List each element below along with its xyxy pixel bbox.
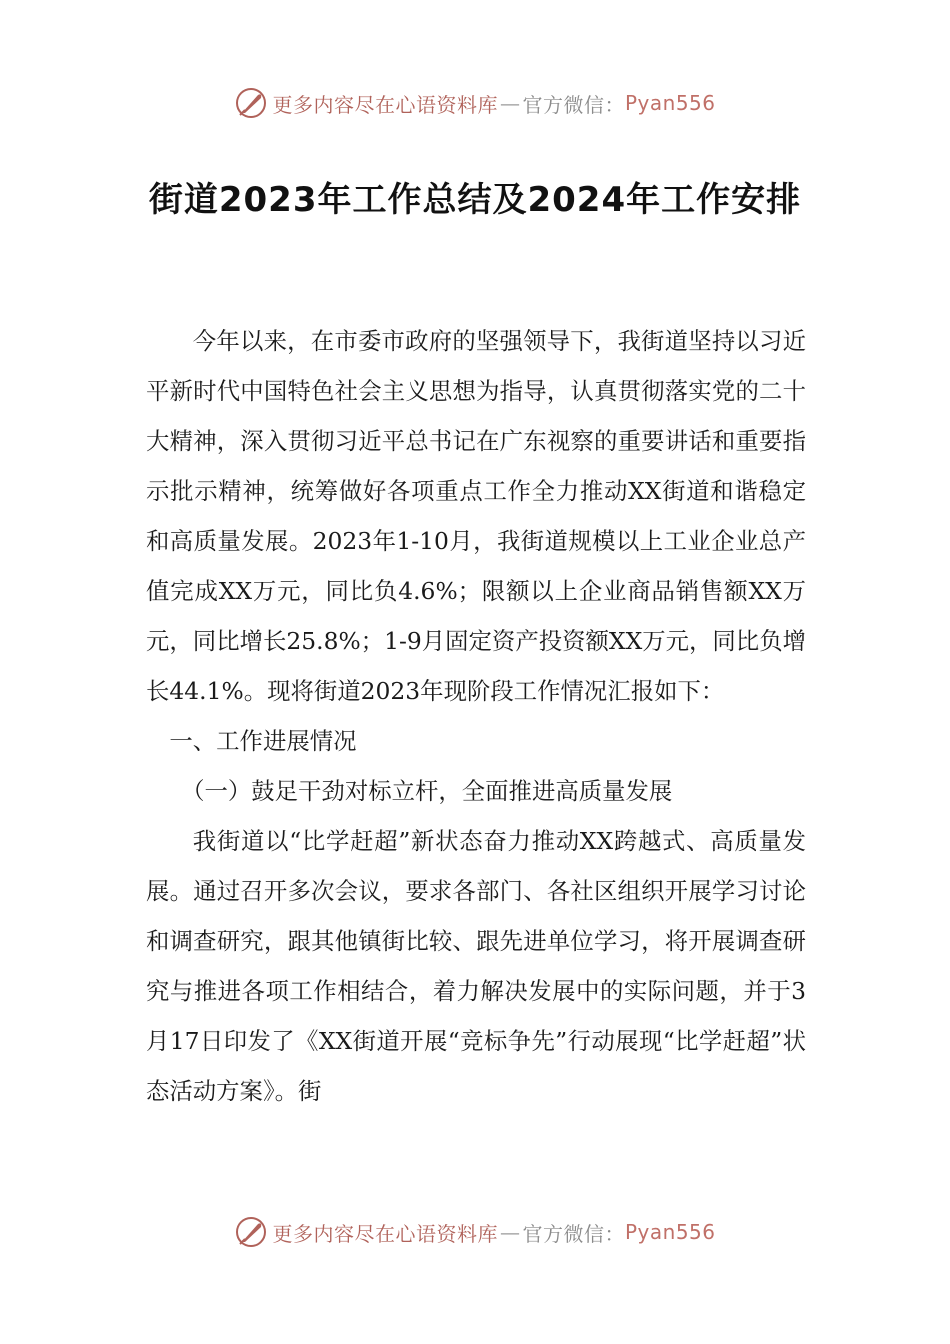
watermark-separator: — [499, 1220, 521, 1244]
watermark-account: Pyan556 [624, 1220, 716, 1244]
document-body [146, 316, 806, 1116]
watermark-account: Pyan556 [624, 91, 716, 115]
header-watermark [0, 86, 950, 120]
watermark-text: 更多内容尽在心语资料库 [272, 92, 498, 117]
section-heading: 一、工作进展情况 [169, 727, 357, 755]
watermark-official-label: 官方微信： [522, 1221, 625, 1246]
body-paragraph: 我街道以“比学赶超”新状态奋力推动XX跨越式、高质量发展。通过召开多次会议，要求各部门、各社区组织开展学习讨论和调查研究，跟其他镇街比较、跟先进单位学习，将开展调查研究与推进各项工作相结合，着力解决发展中的实际问题，并于3月17日印发了《XX街道开展“竞标争先”行动展现“比学赶超”状态活动方案》。街 [146, 827, 806, 1105]
watermark-official-label: 官方微信： [522, 92, 625, 117]
footer-watermark [0, 1215, 950, 1249]
document-title: 街道2023年工作总结及2024年工作安排 [148, 180, 802, 220]
subsection-heading: （一）鼓足干劲对标立杆，全面推进高质量发展 [181, 777, 673, 805]
quill-pen-logo-icon [234, 1215, 268, 1249]
quill-pen-logo-icon [234, 86, 268, 120]
watermark-text: 更多内容尽在心语资料库 [272, 1221, 498, 1246]
watermark-separator: — [499, 91, 521, 115]
intro-paragraph: 今年以来，在市委市政府的坚强领导下，我街道坚持以习近平新时代中国特色社会主义思想为指导，认真贯彻落实党的二十大精神，深入贯彻习近平总书记在广东视察的重要讲话和重要指示批示精神，统筹做好各项重点工作全力推动XX街道和谐稳定和高质量发展。2023年1-10月，我街道规模以上工业企业总产值完成XX万元，同比负4.6%；限额以上企业商品销售额XX万元，同比增长25.8%；1-9月固定资产投资额XX万元，同比负增长44.1%。现将街道2023年现阶段工作情况汇报如下： [146, 327, 806, 705]
